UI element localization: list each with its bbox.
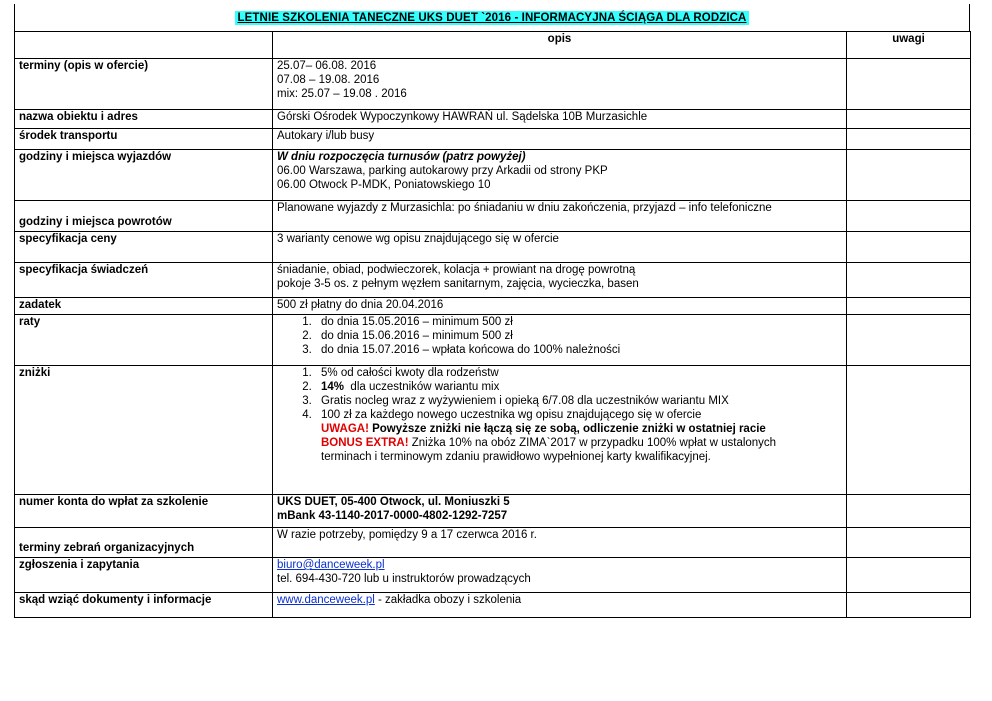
row-label: terminy (opis w ofercie) — [15, 59, 273, 110]
installment-list — [277, 315, 842, 357]
date-line: mix: 25.07 – 19.08 . 2016 — [277, 88, 407, 100]
date-line: 25.07– 06.08. 2016 — [277, 60, 377, 72]
row-desc: 3 warianty cenowe wg opisu znajdującego się w ofercie — [273, 232, 847, 263]
row-desc: Planowane wyjazdy z Murzasichla: po śniadaniu w dniu zakończenia, przyjazd – info telefoniczne — [273, 201, 847, 232]
row-note — [847, 366, 971, 495]
row-desc — [273, 593, 847, 618]
list-item: 4. 100 zł za każdego nowego uczestnika wg opisu znajdującego się w ofercie — [315, 408, 842, 422]
departure-heading: W dniu rozpoczęcia turnusów (patrz powyżej) — [277, 151, 526, 163]
warning-text: Powyższe zniżki nie łączą się ze sobą, odliczenie zniżki w ostatniej racie — [368, 423, 766, 435]
row-label: zadatek — [15, 298, 273, 315]
list-item: 3. do dnia 15.07.2016 – wpłata końcowa do 100% należności — [315, 343, 842, 357]
row-zadatek — [15, 298, 971, 315]
row-desc — [273, 150, 847, 201]
row-wyjazdy — [15, 150, 971, 201]
list-item: 1. 5% od całości kwoty dla rodzeństw — [315, 366, 842, 380]
header-desc-cell: opis — [273, 32, 847, 59]
departure-line: 06.00 Otwock P-MDK, Poniatowskiego 10 — [277, 179, 491, 191]
row-note — [847, 150, 971, 201]
row-label: numer konta do wpłat za szkolenie — [15, 495, 273, 528]
row-label: godziny i miejsca powrotów — [15, 201, 273, 232]
row-label: zniżki — [15, 366, 273, 495]
list-item: 2. do dnia 15.06.2016 – minimum 500 zł — [315, 329, 842, 343]
row-note — [847, 298, 971, 315]
row-note — [847, 129, 971, 150]
row-label: terminy zebrań organizacyjnych — [15, 528, 273, 558]
bonus-line — [277, 436, 842, 450]
row-znizki — [15, 366, 971, 495]
row-desc — [273, 558, 847, 593]
header-label-cell — [15, 32, 273, 59]
row-label: godziny i miejsca wyjazdów — [15, 150, 273, 201]
row-zebrania — [15, 528, 971, 558]
phone-line: tel. 694-430-720 lub u instruktorów prowadzących — [277, 573, 531, 585]
row-desc: Autokary i/lub busy — [273, 129, 847, 150]
discount-list — [277, 366, 842, 422]
bonus-line-2: terminach i terminowym zdaniu prawidłowo wypełnionej karty kwalifikacyjnej. — [321, 451, 711, 463]
row-label: środek transportu — [15, 129, 273, 150]
row-transport — [15, 129, 971, 150]
row-label: nazwa obiektu i adres — [15, 110, 273, 129]
account-number: mBank 43-1140-2017-0000-4802-1292-7257 — [277, 510, 508, 522]
row-desc — [273, 366, 847, 495]
title-bar — [14, 8, 970, 26]
row-desc — [273, 315, 847, 366]
row-zgloszenia — [15, 558, 971, 593]
list-item: 1. do dnia 15.05.2016 – minimum 500 zł — [315, 315, 842, 329]
row-note — [847, 110, 971, 129]
account-line: UKS DUET, 05-400 Otwock, ul. Moniuszki 5 — [277, 496, 510, 508]
warning-label: UWAGA! — [321, 423, 369, 435]
discount-text: dla uczestników wariantu mix — [344, 381, 500, 393]
row-swiadczenia — [15, 263, 971, 298]
discount-percent: 14% — [321, 381, 345, 393]
row-terminy — [15, 59, 971, 110]
departure-line: 06.00 Warszawa, parking autokarowy przy Arkadii od strony PKP — [277, 165, 608, 177]
row-note — [847, 201, 971, 232]
row-konto — [15, 495, 971, 528]
row-powroty — [15, 201, 971, 232]
row-label: specyfikacja świadczeń — [15, 263, 273, 298]
row-desc — [273, 495, 847, 528]
row-note — [847, 528, 971, 558]
row-desc — [273, 59, 847, 110]
bonus-label: BONUS EXTRA! — [321, 437, 409, 449]
email-link[interactable]: biuro@danceweek.pl — [277, 559, 385, 571]
row-label: specyfikacja ceny — [15, 232, 273, 263]
row-desc — [273, 263, 847, 298]
website-note: - zakładka obozy i szkolenia — [374, 594, 522, 606]
row-cena — [15, 232, 971, 263]
info-table — [14, 31, 971, 618]
website-link[interactable]: www.danceweek.pl — [277, 594, 375, 606]
row-dokumenty — [15, 593, 971, 618]
row-note — [847, 558, 971, 593]
header-note-cell: uwagi — [847, 32, 971, 59]
row-note — [847, 59, 971, 110]
row-note — [847, 495, 971, 528]
document-title: LETNIE SZKOLENIA TANECZNE UKS DUET `2016 - INFORMACYJNA ŚCIĄGA DLA RODZICA — [235, 11, 750, 25]
benefit-line: śniadanie, obiad, podwieczorek, kolacja + prowiant na drogę powrotną — [277, 264, 636, 276]
warning-line — [277, 422, 842, 436]
row-desc: 500 zł płatny do dnia 20.04.2016 — [273, 298, 847, 315]
row-note — [847, 232, 971, 263]
row-label: skąd wziąć dokumenty i informacje — [15, 593, 273, 618]
benefit-line: pokoje 3-5 os. z pełnym węzłem sanitarnym, zajęcia, wycieczka, basen — [277, 278, 639, 290]
bonus-text: Zniżka 10% na obóz ZIMA`2017 w przypadku 100% wpłat w ustalonych — [408, 437, 777, 449]
list-item — [315, 380, 842, 394]
row-label: zgłoszenia i zapytania — [15, 558, 273, 593]
row-desc: W razie potrzeby, pomiędzy 9 a 17 czerwca 2016 r. — [273, 528, 847, 558]
date-line: 07.08 – 19.08. 2016 — [277, 74, 380, 86]
header-row — [15, 32, 971, 59]
row-raty — [15, 315, 971, 366]
row-note — [847, 315, 971, 366]
row-desc: Górski Ośrodek Wypoczynkowy HAWRAŃ ul. Sądelska 10B Murzasichle — [273, 110, 847, 129]
row-note — [847, 593, 971, 618]
row-label: raty — [15, 315, 273, 366]
row-obiekt — [15, 110, 971, 129]
row-note — [847, 263, 971, 298]
list-item: 3. Gratis nocleg wraz z wyżywieniem i opieką 6/7.08 dla uczestników wariantu MIX — [315, 394, 842, 408]
